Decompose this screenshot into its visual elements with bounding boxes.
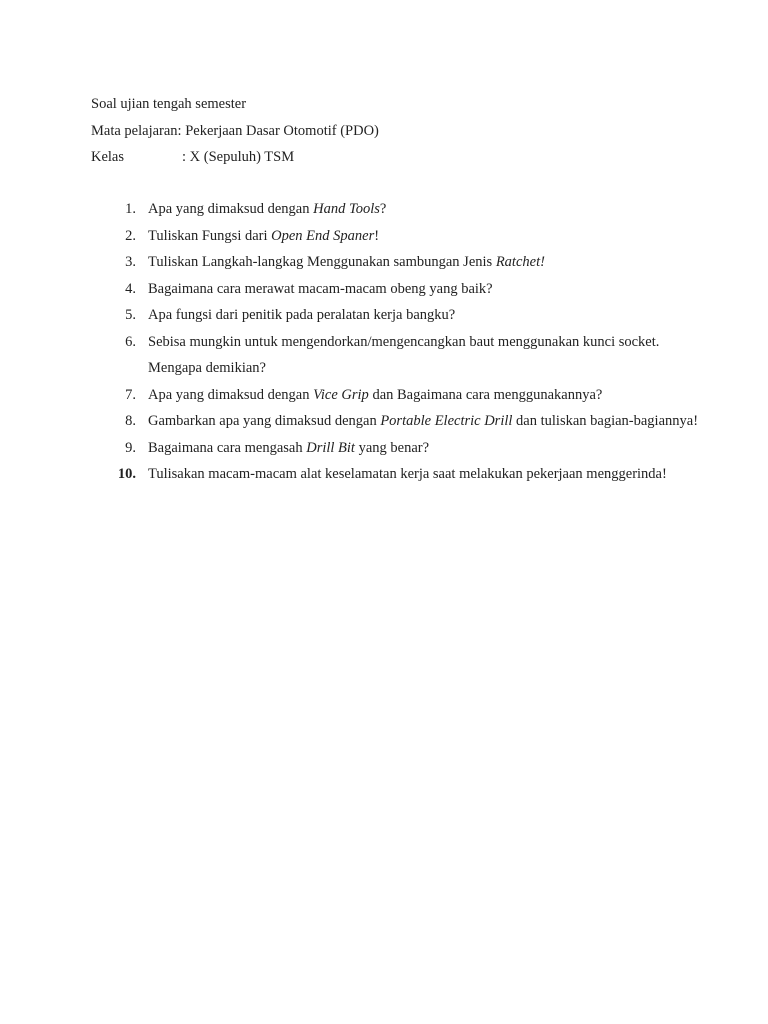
- question-text: Sebisa mungkin untuk mengendorkan/mengencangkan baut menggunakan kunci socket. Mengapa demikian?: [148, 333, 660, 376]
- question-text: Apa yang dimaksud dengan Vice Grip dan Bagaimana cara menggunakannya?: [148, 386, 603, 403]
- question-list: [91, 196, 711, 488]
- exam-header: [91, 91, 711, 171]
- question-number: 2.: [125, 227, 136, 244]
- question-item: [91, 276, 711, 303]
- question-item: [91, 196, 711, 223]
- question-number: 9.: [125, 439, 136, 456]
- class-label: Kelas: [91, 149, 125, 165]
- question-number: 1.: [125, 201, 136, 217]
- question-number: 3.: [125, 254, 136, 270]
- question-text: Tuliskan Langkah-langkag Menggunakan sambungan Jenis Ratchet!: [148, 254, 545, 270]
- question-number: 10.: [117, 466, 136, 482]
- question-text: Bagaimana cara merawat macam-macam obeng yang baik?: [148, 280, 493, 297]
- question-item: [91, 223, 711, 250]
- question-item: [91, 435, 711, 462]
- question-text: Tuliskan Fungsi dari Open End Spaner!: [148, 227, 380, 244]
- class-value: : X (Sepuluh) TSM: [182, 149, 295, 165]
- subject-line: Mata pelajaran: Pekerjaan Dasar Otomotif (PDO): [91, 122, 379, 139]
- question-number: 5.: [125, 307, 136, 323]
- question-text: Apa fungsi dari penitik pada peralatan kerja bangku?: [148, 307, 456, 323]
- question-text: Apa yang dimaksud dengan Hand Tools?: [148, 201, 387, 217]
- question-number: 6.: [125, 333, 136, 350]
- question-number: 7.: [125, 386, 136, 403]
- question-number: 4.: [125, 280, 136, 297]
- question-item: [91, 461, 711, 488]
- question-item: [91, 329, 711, 382]
- question-text: Bagaimana cara mengasah Drill Bit yang benar?: [148, 439, 430, 456]
- class-line: [91, 144, 711, 171]
- question-number: 8.: [125, 413, 136, 429]
- question-item: [91, 382, 711, 409]
- question-item: [91, 249, 711, 276]
- question-item: [91, 408, 711, 435]
- question-text: Gambarkan apa yang dimaksud dengan Portable Electric Drill dan tuliskan bagian-bagiannya!: [148, 413, 699, 429]
- exam-title: Soal ujian tengah semester: [91, 96, 247, 112]
- question-item: [91, 302, 711, 329]
- question-text: Tulisakan macam-macam alat keselamatan kerja saat melakukan pekerjaan menggerinda!: [148, 466, 667, 482]
